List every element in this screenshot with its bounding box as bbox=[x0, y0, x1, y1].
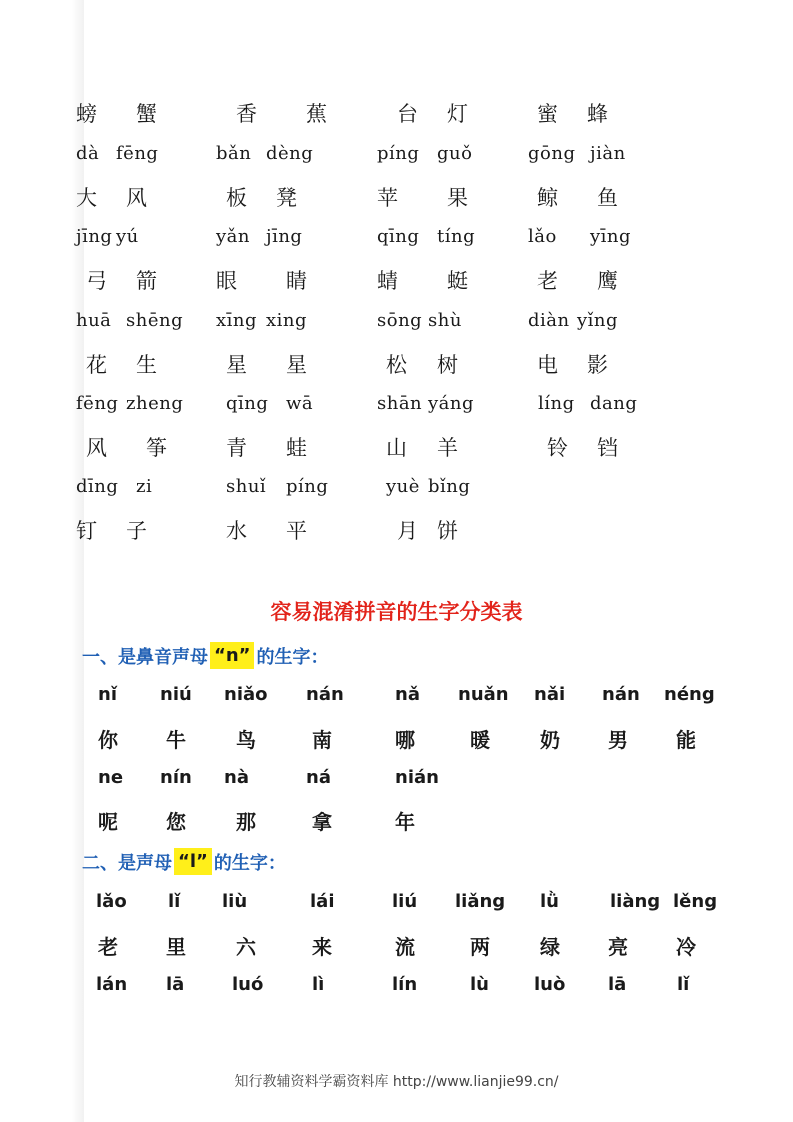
hanzi-cell: 你 bbox=[98, 728, 118, 752]
hanzi-cell: 花 bbox=[86, 353, 107, 377]
hanzi-cell: 老 bbox=[537, 269, 558, 293]
pinyin-cell: jīng bbox=[76, 226, 113, 247]
pinyin-cell: zi bbox=[136, 476, 153, 497]
pinyin-cell: lǐ bbox=[168, 891, 181, 912]
footer-watermark: 知行教辅资料学霸资料库 http://www.lianjie99.cn/ bbox=[234, 1074, 559, 1090]
pinyin-cell: ná bbox=[306, 767, 331, 788]
pinyin-cell: niú bbox=[160, 684, 192, 705]
hanzi-cell: 蜂 bbox=[587, 102, 608, 126]
hanzi-cell: 树 bbox=[437, 353, 458, 377]
pinyin-cell: luó bbox=[232, 974, 264, 995]
pinyin-cell: yuè bbox=[386, 476, 420, 497]
pinyin-cell: lǐ bbox=[677, 974, 690, 995]
hanzi-cell: 老 bbox=[98, 935, 118, 959]
hanzi-cell: 青 bbox=[226, 436, 247, 460]
pinyin-cell: nǎi bbox=[534, 684, 566, 705]
pinyin-cell: niǎo bbox=[224, 684, 268, 705]
heading-l-highlight: “l” bbox=[174, 848, 212, 875]
hanzi-cell: 箭 bbox=[136, 269, 157, 293]
heading-l-suffix: 的生字： bbox=[213, 852, 286, 874]
hanzi-cell: 来 bbox=[312, 935, 332, 959]
hanzi-cell: 星 bbox=[286, 353, 307, 377]
hanzi-cell: 板 bbox=[226, 186, 247, 210]
hanzi-cell: 台 bbox=[397, 102, 418, 126]
hanzi-cell: 苹 bbox=[377, 186, 398, 210]
pinyin-cell: lǎo bbox=[528, 226, 557, 247]
pinyin-cell: lù bbox=[470, 974, 489, 995]
heading-n-prefix: 一、是鼻音声母 bbox=[82, 646, 208, 668]
pinyin-cell: ne bbox=[98, 767, 124, 788]
pinyin-cell: nǎ bbox=[395, 684, 420, 705]
pinyin-cell: xing bbox=[266, 310, 308, 331]
pinyin-cell: yú bbox=[116, 226, 139, 247]
section-title: 容易混淆拼音的生字分类表 bbox=[270, 600, 523, 624]
hanzi-cell: 螃 bbox=[76, 102, 97, 126]
pinyin-cell: guǒ bbox=[437, 143, 473, 164]
hanzi-cell: 凳 bbox=[276, 186, 297, 210]
pinyin-cell: yīng bbox=[590, 226, 632, 247]
pinyin-cell: nǐ bbox=[98, 684, 117, 705]
hanzi-cell: 眼 bbox=[216, 269, 237, 293]
hanzi-cell: 山 bbox=[386, 436, 407, 460]
hanzi-cell: 筝 bbox=[146, 436, 167, 460]
pinyin-cell: lín bbox=[392, 974, 418, 995]
pinyin-cell: tíng bbox=[437, 226, 476, 247]
pinyin-cell: néng bbox=[664, 684, 715, 705]
hanzi-cell: 年 bbox=[395, 810, 415, 834]
pinyin-cell: zheng bbox=[126, 393, 184, 414]
hanzi-cell: 您 bbox=[166, 810, 186, 834]
hanzi-cell: 呢 bbox=[98, 810, 118, 834]
hanzi-cell: 水 bbox=[226, 519, 247, 543]
hanzi-cell: 蜓 bbox=[447, 269, 468, 293]
hanzi-cell: 蛙 bbox=[286, 436, 307, 460]
pinyin-cell: nán bbox=[306, 684, 344, 705]
pinyin-cell: xīng bbox=[216, 310, 258, 331]
hanzi-cell: 大 bbox=[76, 186, 97, 210]
heading-l-initial bbox=[82, 848, 286, 875]
pinyin-cell: lái bbox=[310, 891, 335, 912]
hanzi-cell: 果 bbox=[447, 186, 468, 210]
pinyin-cell: fēng bbox=[76, 393, 119, 414]
hanzi-cell: 钉 bbox=[76, 519, 97, 543]
hanzi-cell: 南 bbox=[312, 728, 332, 752]
pinyin-cell: nà bbox=[224, 767, 249, 788]
hanzi-cell: 冷 bbox=[676, 935, 696, 959]
pinyin-cell: yǎn bbox=[216, 226, 250, 247]
hanzi-cell: 哪 bbox=[395, 728, 415, 752]
pinyin-cell: lán bbox=[96, 974, 128, 995]
hanzi-cell: 里 bbox=[166, 935, 186, 959]
heading-n-suffix: 的生字： bbox=[256, 646, 329, 668]
pinyin-cell: líng bbox=[538, 393, 575, 414]
pinyin-cell: bǎn bbox=[216, 143, 252, 164]
hanzi-cell: 子 bbox=[126, 519, 147, 543]
hanzi-cell: 电 bbox=[537, 353, 558, 377]
hanzi-cell: 生 bbox=[136, 353, 157, 377]
hanzi-cell: 流 bbox=[395, 935, 415, 959]
hanzi-cell: 饼 bbox=[437, 519, 458, 543]
pinyin-cell: lā bbox=[166, 974, 185, 995]
pinyin-cell: shān bbox=[377, 393, 423, 414]
pinyin-cell: dèng bbox=[266, 143, 314, 164]
hanzi-cell: 月 bbox=[397, 519, 418, 543]
hanzi-cell: 睛 bbox=[286, 269, 307, 293]
pinyin-cell: lì bbox=[312, 974, 325, 995]
pinyin-cell: nuǎn bbox=[458, 684, 509, 705]
pinyin-cell: lěng bbox=[673, 891, 718, 912]
hanzi-cell: 绿 bbox=[540, 935, 560, 959]
hanzi-cell: 星 bbox=[226, 353, 247, 377]
hanzi-cell: 亮 bbox=[608, 935, 628, 959]
pinyin-cell: píng bbox=[286, 476, 329, 497]
hanzi-cell: 牛 bbox=[166, 728, 186, 752]
pinyin-cell: jīng bbox=[266, 226, 303, 247]
hanzi-cell: 灯 bbox=[447, 102, 468, 126]
pinyin-cell: fēng bbox=[116, 143, 159, 164]
heading-l-prefix: 二、是声母 bbox=[82, 852, 172, 874]
pinyin-cell: píng bbox=[377, 143, 420, 164]
pinyin-cell: diàn bbox=[528, 310, 570, 331]
hanzi-cell: 铛 bbox=[597, 436, 618, 460]
pinyin-cell: huā bbox=[76, 310, 112, 331]
hanzi-cell: 能 bbox=[676, 728, 696, 752]
hanzi-cell: 风 bbox=[86, 436, 107, 460]
hanzi-cell: 鹰 bbox=[597, 269, 618, 293]
pinyin-cell: qīng bbox=[226, 393, 269, 414]
pinyin-cell: wā bbox=[286, 393, 314, 414]
pinyin-cell: shēng bbox=[126, 310, 184, 331]
hanzi-cell: 那 bbox=[236, 810, 256, 834]
hanzi-cell: 鲸 bbox=[537, 186, 558, 210]
pinyin-cell: luò bbox=[534, 974, 566, 995]
pinyin-cell: nán bbox=[602, 684, 640, 705]
hanzi-cell: 蜜 bbox=[537, 102, 558, 126]
pinyin-cell: lā bbox=[608, 974, 627, 995]
pinyin-cell: lǎo bbox=[96, 891, 127, 912]
hanzi-cell: 男 bbox=[608, 728, 628, 752]
pinyin-cell: liù bbox=[222, 891, 248, 912]
pinyin-cell: liàng bbox=[610, 891, 661, 912]
hanzi-cell: 两 bbox=[470, 935, 490, 959]
hanzi-cell: 平 bbox=[286, 519, 307, 543]
hanzi-cell: 鸟 bbox=[236, 728, 256, 752]
hanzi-cell: 六 bbox=[236, 935, 256, 959]
pinyin-cell: dang bbox=[590, 393, 638, 414]
hanzi-cell: 鱼 bbox=[597, 186, 618, 210]
hanzi-cell: 暖 bbox=[470, 728, 490, 752]
pinyin-cell: jiàn bbox=[590, 143, 626, 164]
pinyin-cell: yǐng bbox=[577, 310, 619, 331]
hanzi-cell: 蟹 bbox=[136, 102, 157, 126]
pinyin-cell: nián bbox=[395, 767, 439, 788]
hanzi-cell: 弓 bbox=[86, 269, 107, 293]
heading-n-initial bbox=[82, 642, 328, 669]
pinyin-cell: shù bbox=[428, 310, 462, 331]
pinyin-cell: liǎng bbox=[455, 891, 506, 912]
pinyin-cell: lǜ bbox=[540, 891, 559, 912]
pinyin-cell: dà bbox=[76, 143, 100, 164]
pinyin-cell: shuǐ bbox=[226, 476, 267, 497]
pinyin-cell: gōng bbox=[528, 143, 576, 164]
pinyin-cell: bǐng bbox=[428, 476, 471, 497]
hanzi-cell: 铃 bbox=[547, 436, 568, 460]
hanzi-cell: 拿 bbox=[312, 810, 332, 834]
heading-n-highlight: “n” bbox=[210, 642, 254, 669]
hanzi-cell: 影 bbox=[587, 353, 608, 377]
pinyin-cell: qīng bbox=[377, 226, 420, 247]
hanzi-cell: 松 bbox=[386, 353, 407, 377]
hanzi-cell: 蕉 bbox=[306, 102, 327, 126]
hanzi-cell: 蜻 bbox=[377, 269, 398, 293]
pinyin-cell: dīng bbox=[76, 476, 119, 497]
pinyin-cell: sōng bbox=[377, 310, 423, 331]
hanzi-cell: 羊 bbox=[437, 436, 458, 460]
hanzi-cell: 奶 bbox=[540, 728, 560, 752]
pinyin-cell: nín bbox=[160, 767, 192, 788]
pinyin-cell: yáng bbox=[428, 393, 475, 414]
page-margin-shade bbox=[0, 0, 84, 1122]
hanzi-cell: 风 bbox=[126, 186, 147, 210]
hanzi-cell: 香 bbox=[236, 102, 257, 126]
pinyin-cell: liú bbox=[392, 891, 418, 912]
